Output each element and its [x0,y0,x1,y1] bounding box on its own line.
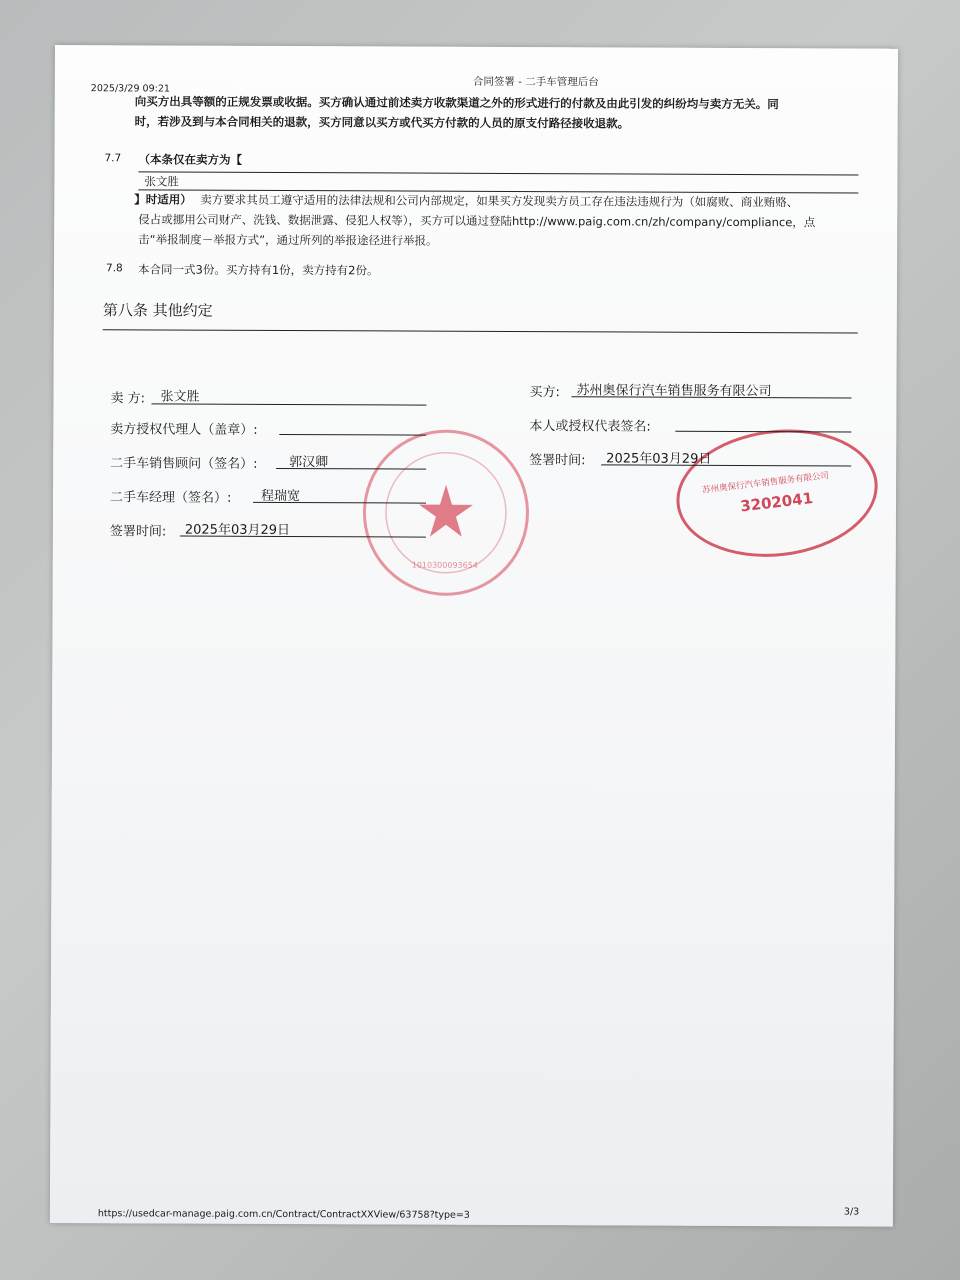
manager-name: 程瑞宽 [260,488,301,505]
print-datetime: 2025/3/29 09:21 [90,83,170,95]
sales-consultant-name: 郭汉卿 [289,455,329,471]
manager-label: 二手车经理（签名）: [109,490,232,506]
contract-page [50,45,898,1227]
clause-7-7-name-underline-top [138,171,858,175]
clause-7-7-number: 7.7 [104,152,122,165]
oval-seal-code: 3202041 [739,489,814,516]
clause-7-7-line-3: 击“举报制度－举报方式”，通过所列的举报途径进行举报。 [138,232,438,248]
clause-continued-line-2: 时，若涉及到与本合同相关的退款，买方同意以买方或代买方付款的人员的原支付路径接收退款。 [134,114,630,131]
seller-sign-time: 2025年03月29日 [184,522,291,539]
clause-7-7-line-1: 卖方要求其员工遵守适用的法律法规和公司内部规定，如果买方发现卖方员工存在违法违规行为（如腐败、商业贿赂、 [200,192,799,210]
buyer-rep-label: 本人或授权代表签名: [529,419,651,435]
round-seal-code: 1010300093654 [411,560,478,570]
seller-company-seal [363,429,530,596]
clause-7-7-seller-name: 张文胜 [144,174,179,189]
seller-name-underline [151,403,426,405]
seller-sign-time-label: 签署时间: [109,524,167,540]
buyer-name: 苏州奥保行汽车销售服务有限公司 [576,383,772,400]
clause-7-8-number: 7.8 [106,262,123,275]
buyer-sign-time-label: 签署时间: [529,453,586,469]
seller-agent-label: 卖方授权代理人（盖章）: [110,422,258,438]
seller-name: 张文胜 [160,389,200,405]
clause-7-7-suffix: 】时适用） [134,192,192,207]
buyer-label: 买方: [529,385,560,401]
oval-seal-company: 苏州奥保行汽车销售服务有限公司 [701,470,830,496]
sales-consultant-label: 二手车销售顾问（签名）: [110,456,258,472]
seller-agent-underline [279,434,426,436]
clause-7-7-prefix: （本条仅在卖方为【 [138,152,243,167]
section-8-title: 第八条 其他约定 [102,301,213,320]
footer-url: https://usedcar-manage.paig.com.cn/Contract/ContractXXView/63758?type=3 [97,1208,470,1221]
footer-page-number: 3/3 [843,1206,860,1218]
clause-7-8-text: 本合同一式3份。买方持有1份，卖方持有2份。 [137,262,379,278]
buyer-company-seal [669,419,884,568]
clause-7-7-line-2: 侵占或挪用公司财产、洗钱、数据泄露、侵犯人权等），买方可以通过登陆http://www.paig.com.cn/zh/company/compliance，点 [138,212,816,230]
seller-label: 卖 方: [110,391,146,407]
section-8-line [103,329,858,333]
buyer-sign-time: 2025年03月29日 [606,451,712,467]
clause-continued-line-1: 向买方出具等额的正规发票或收据。买方确认通过前述卖方收款渠道之外的形式进行的付款及由此引发的纠纷均与卖方无关。同 [134,94,779,112]
page-title: 合同签署 - 二手车管理后台 [472,75,599,89]
